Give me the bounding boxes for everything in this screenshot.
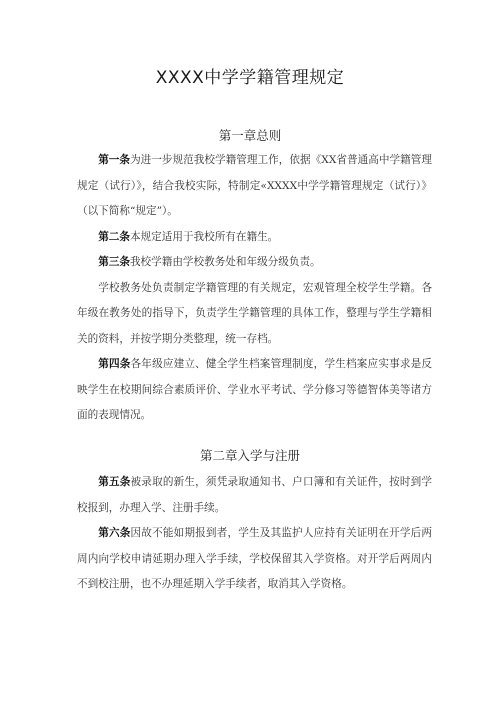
chapter-heading: 第二章入学与注册 [199,448,300,463]
chapter-body [77,470,432,598]
article-label: 第六条 [98,527,131,539]
article-paragraph [77,470,432,521]
article-label: 第三条 [98,256,130,268]
article-label: 第二条 [98,230,130,243]
article-text: 学校教务处负责制定学籍管理的有关规定，宏观管理全校学生学籍。各年级在教务处的指导下，负责学生学籍管理的具体工作，整理与学生学籍相关的资料，并按学期分类整理，统一存档。 [77,281,432,345]
article-text: 为进一步规范我校学籍管理工作，依据《XX省普通高中学籍管理规定（试行）》，结合我校实际，特制定«XXXX中学学籍管理规定（试行）》（以下简称“规定”）。 [77,154,432,217]
article-label: 第五条 [98,476,131,488]
article-text: 被录取的新生，须凭录取通知书、户口簿和有关证件，按时到学校报到，办理入学、注册手续。 [77,476,433,514]
article-paragraph [77,276,432,353]
article-paragraph [77,225,432,251]
article-text: 各年级应建立、健全学生档案管理制度，学生档案应实事求是反映学生在校期间综合素质评价、学业水平考试、学分修习等德智体美等诸方面的表现情况。 [77,358,433,421]
article-text: 我校学籍由学校教务处和年级分级负责。 [129,256,321,268]
article-text: 本规定适用于我校所有在籍生。 [129,230,279,243]
document-title: XXXX中学学籍管理规定 [155,68,345,88]
article-text: 因故不能如期报到者，学生及其监护人应持有关证明在开学后两周内向学校申请延期办理入学手续，学校保留其入学资格。对开学后两周内不到校注册，也不办理延期入学手续者，取消其入学资格。 [77,527,433,590]
article-label: 第一条 [98,154,131,166]
article-label: 第四条 [98,358,131,370]
article-paragraph [77,352,432,429]
chapter-heading: 第一章总则 [218,128,282,143]
chapter-body [77,148,432,429]
article-paragraph [77,250,432,276]
article-paragraph [77,148,432,225]
article-paragraph [77,521,432,598]
